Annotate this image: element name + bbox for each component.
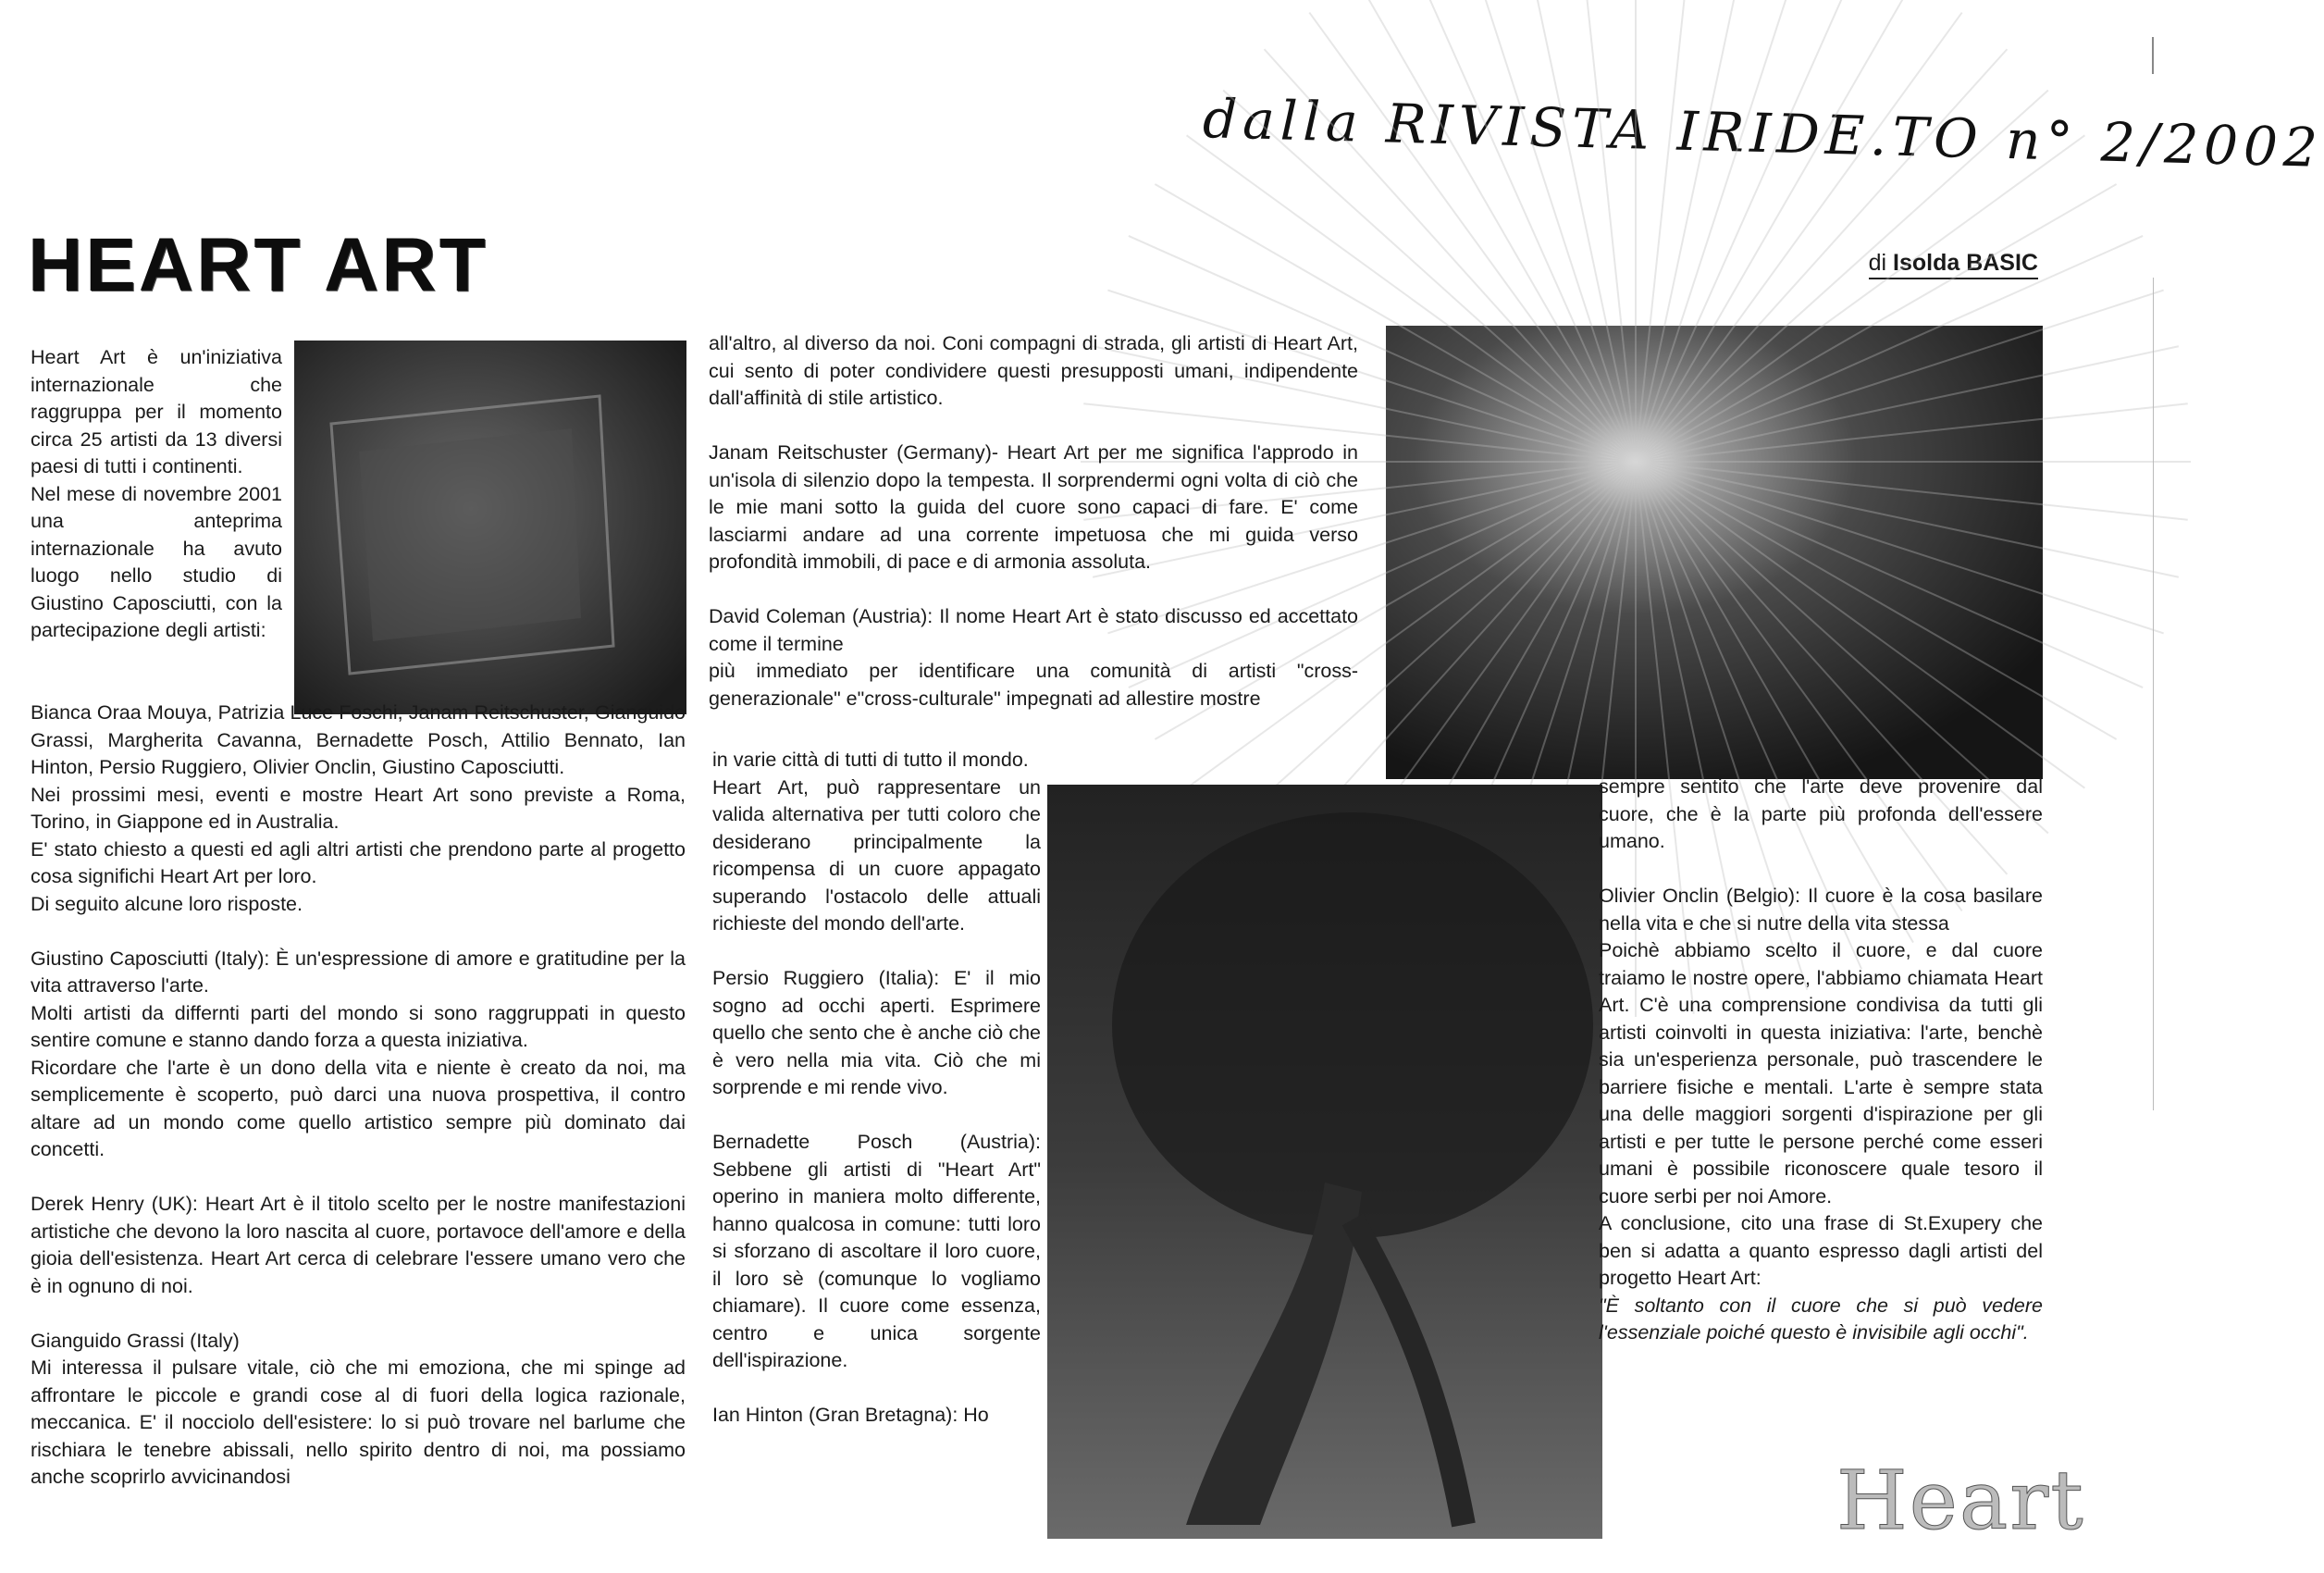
paragraph: Giustino Caposciutti (Italy): È un'espressione di amore e gratitudine per la vita attraverso l'arte. (31, 947, 686, 997)
paragraph: Molti artisti da differnti parti del mondo si sono raggruppati in questo sentire comune e stanno dando forza a questa iniziativa. (31, 1001, 686, 1051)
paragraph: Ricordare che l'arte è un dono della vita e niente è creato da noi, ma semplicemente è scoperto, può darci una nuova prospettiva, il contro altare ad un mondo come quello artistico sempre più dominato dai concetti. (31, 1056, 686, 1160)
paragraph: David Coleman (Austria): Il nome Heart Art è stato discusso ed accettato come il termine (709, 605, 1358, 655)
paragraph: Bianca Oraa Mouya, Patrizia Luce Foschi, Janam Reitschuster, Gianguido Grassi, Margherita Cavanna, Bernadette Posch, Attilio Bennato, Ian Hinton, Persio Ruggiero, Olivier Onclin, Giustino Caposciutti. (31, 701, 686, 778)
paragraph: Poichè abbiamo scelto il cuore, e dal cuore traiamo le nostre opere, l'abbiamo chiamata Heart Art. C'è una comprensione condivisa da tutti gli artisti coinvolti in questa iniziativa: l'arte, benchè sia un'esperienza personale, può trascendere le barriere fisiche e mentali. L'arte è sempre stata una delle maggiori sorgenti d'ispirazione per gli artisti e per tutte le persone perché come esseri umani è possibile riconoscere quale tesoro il cuore serbi per noi Amore. (1599, 939, 2043, 1208)
artwork-photo-2 (1386, 326, 2043, 779)
paragraph: Persio Ruggiero (Italia): E' il mio sogno ad occhi aperti. Esprimere quello che sento che è anche ciò che è vero nella mia vita. Ciò che mi sorprende e mi rende vivo. (712, 967, 1041, 1098)
column-2-top (709, 330, 1358, 712)
article-title: HEART ART (28, 223, 488, 307)
paragraph: Gianguido Grassi (Italy) (31, 1329, 240, 1352)
paragraph: Olivier Onclin (Belgio): Il cuore è la cosa basilare nella vita e che si nutre della vita stessa (1599, 885, 2043, 935)
closing-quote (1599, 1293, 2043, 1347)
paragraph: Mi interessa il pulsare vitale, ciò che mi emoziona, che mi spinge ad affrontare le piccole e grandi cose al di fuori della logica razionale, meccanica. E' il nocciolo dell'esistere: lo si può trovare nel barlume che rischiara le tenebre abissali, nello spirito dentro di noi, ma possiamo anche scoprirlo avvicinandosi (31, 1356, 686, 1488)
paragraph: Di seguito alcune loro risposte. (31, 892, 303, 915)
scan-margin-mark (2153, 278, 2154, 1110)
paragraph: sempre sentito che l'arte deve provenire dal cuore, che è la parte più profonda dell'essere umano. (1599, 775, 2043, 852)
quote-text: "È soltanto con il cuore che si può vedere l'essenziale poiché questo è invisibile agli occhi". (1599, 1294, 2043, 1344)
handwritten-source-note: dalla RIVISTA IRIDE.TO n° 2/2002 (1202, 87, 2324, 180)
paragraph: Nei prossimi mesi, eventi e mostre Heart Art sono previste a Roma, Torino, in Giappone ed in Australia. (31, 783, 686, 833)
paragraph: all'altro, al diverso da noi. Coni compagni di strada, gli artisti di Heart Art, cui sento di poter condividere questi presupposti umani, indipendente dall'affinità di stile artistico. (709, 332, 1358, 409)
byline-author: Isolda BASIC (1893, 250, 2038, 276)
scan-margin-mark (2152, 37, 2154, 74)
column-1-intro (31, 344, 282, 645)
paragraph: E' stato chiesto a questi ed agli altri artisti che prendono parte al progetto cosa significhi Heart Art per loro. (31, 837, 686, 887)
paragraph: Ian Hinton (Gran Bretagna): Ho (712, 1404, 989, 1426)
paragraph: Derek Henry (UK): Heart Art è il titolo scelto per le nostre manifestazioni artistiche che devono la loro nascita al cuore, portavoce dell'amore e della gioia dell'esistenza. Heart Art cerca di celebrare l'essere umano vero che è in ognuno di noi. (31, 1193, 686, 1297)
paragraph: A conclusione, cito una frase di St.Exupery che ben si adatta a quanto espresso dagli artisti del progetto Heart Art: (1599, 1212, 2043, 1289)
paragraph: Nel mese di novembre 2001 una anteprima internazionale ha avuto luogo nello studio di Giustino Caposciutti, con la partecipazione degli artisti: (31, 482, 282, 641)
paragraph: Bernadette Posch (Austria): Sebbene gli artisti di "Heart Art" operino in maniera molto differente, hanno qualcosa in comune: tutti loro si sforzano di ascoltare il loro cuore, il loro sè (comunque lo vogliamo chiamare). Il cuore come essenza, centro e unica sorgente dell'ispirazione. (712, 1131, 1041, 1371)
column-3 (1599, 774, 2043, 1347)
paragraph: Janam Reitschuster (Germany)- Heart Art per me significa l'approdo in un'isola di silenzio dopo la tempesta. Il sorprendermi ogni volta di ciò che le mie mani sotto la guida del cuore sono capaci di fare. E' come lasciarmi andare ad una corrente impetuosa che mi guida verso profondità immobili, di pace e di armonia assoluta. (709, 441, 1358, 573)
artwork-photo-3 (1047, 785, 1602, 1539)
artwork-photo-1 (294, 341, 686, 714)
heart-logo: Heart (1836, 1453, 2085, 1548)
paragraph: più immediato per identificare una comunità di artisti "cross-generazionale" e"cross-culturale" impegnati ad allestire mostre (709, 660, 1358, 710)
paragraph: in varie città di tutti di tutto il mondo. (712, 749, 1029, 771)
paragraph: Heart Art, può rappresentare un valida alternativa per tutti coloro che desiderano principalmente la ricompensa di un cuore appagato superando l'ostacolo delle attuali richieste del mondo dell'arte. (712, 775, 1041, 935)
paragraph: Heart Art è un'iniziativa internazionale che raggruppa per il momento circa 25 artisti da 13 diversi paesi di tutti i continenti. (31, 346, 282, 477)
byline-prefix: di (1868, 250, 1887, 276)
column-2-narrow (712, 747, 1041, 1430)
column-1-body (31, 700, 686, 1492)
